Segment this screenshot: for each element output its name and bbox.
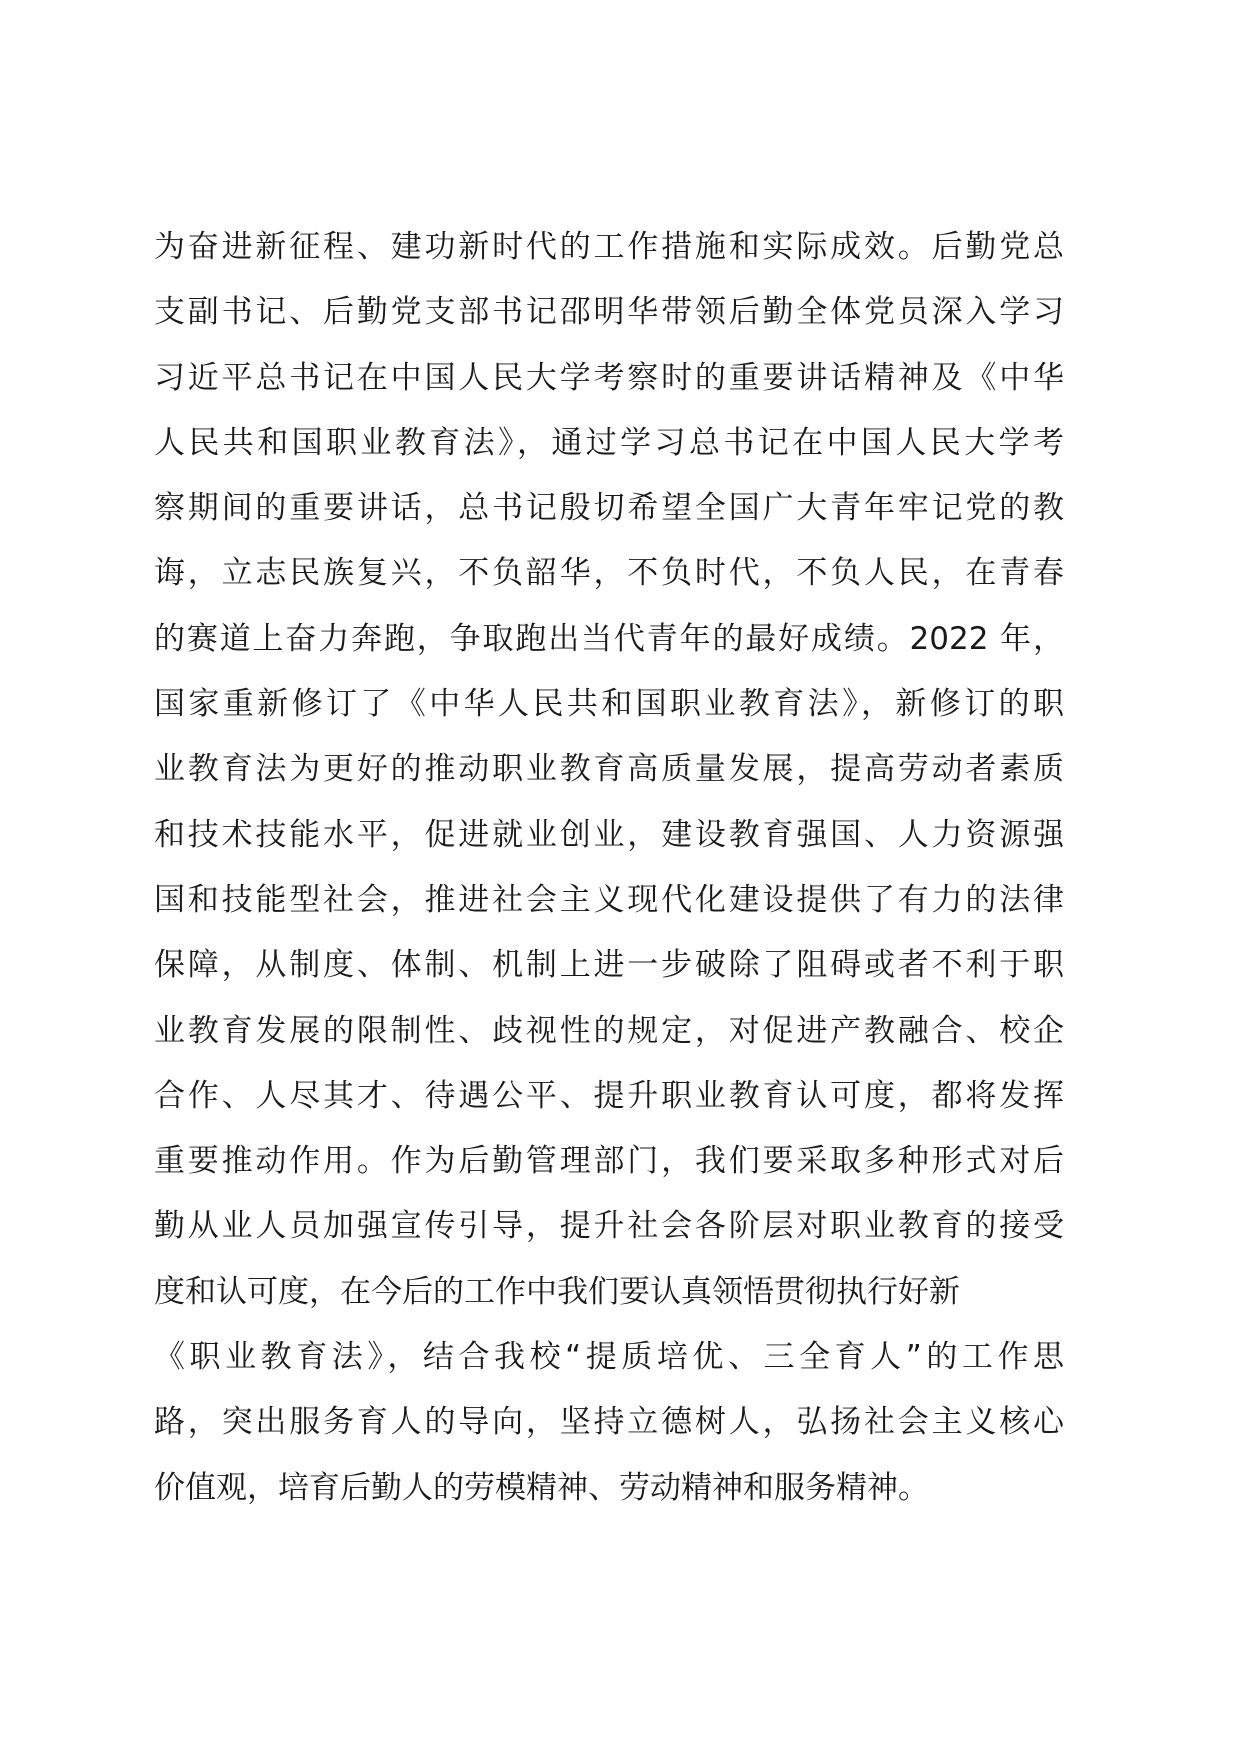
paragraph-line: 业教育法为更好的推动职业教育高质量发展，提高劳动者素质 [154, 751, 1064, 788]
paragraph-line: 合作、人尽其才、待遇公平、提升职业教育认可度，都将发挥 [154, 1077, 1064, 1114]
paragraph-line: 重要推动作用。作为后勤管理部门，我们要采取多种形式对后 [154, 1143, 1064, 1180]
paragraph-line: 察期间的重要讲话，总书记殷切希望全国广大青年牢记党的教 [154, 490, 1064, 527]
paragraph-line: 业教育发展的限制性、歧视性的规定，对促进产教融合、校企 [154, 1012, 1064, 1049]
paragraph-line: 和技术技能水平，促进就业创业，建设教育强国、人力资源强 [154, 816, 1064, 853]
paragraph-line: 《职业教育法》，结合我校“提质培优、三全育人”的工作思 [154, 1339, 1064, 1376]
paragraph-line: 国和技能型社会，推进社会主义现代化建设提供了有力的法律 [154, 881, 1064, 918]
paragraph-line: 国家重新修订了《中华人民共和国职业教育法》，新修订的职 [154, 686, 1064, 723]
body-paragraph [154, 215, 1064, 1521]
paragraph-line: 度和认可度，在今后的工作中我们要认真领悟贯彻执行好新 [154, 1273, 960, 1310]
paragraph-line: 习近平总书记在中国人民大学考察时的重要讲话精神及《中华 [154, 359, 1064, 396]
paragraph-line: 路，突出服务育人的导向，坚持立德树人，弘扬社会主义核心 [154, 1404, 1064, 1441]
paragraph-line: 诲，立志民族复兴，不负韶华，不负时代，不负人民，在青春 [154, 555, 1064, 592]
paragraph-line: 人民共和国职业教育法》，通过学习总书记在中国人民大学考 [154, 424, 1064, 461]
paragraph-line: 支副书记、后勤党支部书记邵明华带领后勤全体党员深入学习 [154, 294, 1064, 331]
paragraph-line: 的赛道上奋力奔跑，争取跑出当代青年的最好成绩。2022 年， [154, 620, 1064, 657]
paragraph-line-last: 价值观，培育后勤人的劳模精神、劳动精神和服务精神。 [154, 1469, 929, 1506]
paragraph-line: 保障，从制度、体制、机制上进一步破除了阻碍或者不利于职 [154, 947, 1064, 984]
paragraph-line: 为奋进新征程、建功新时代的工作措施和实际成效。后勤党总 [154, 229, 1064, 265]
paragraph-line: 勤从业人员加强宣传引导，提升社会各阶层对职业教育的接受 [154, 1208, 1064, 1245]
